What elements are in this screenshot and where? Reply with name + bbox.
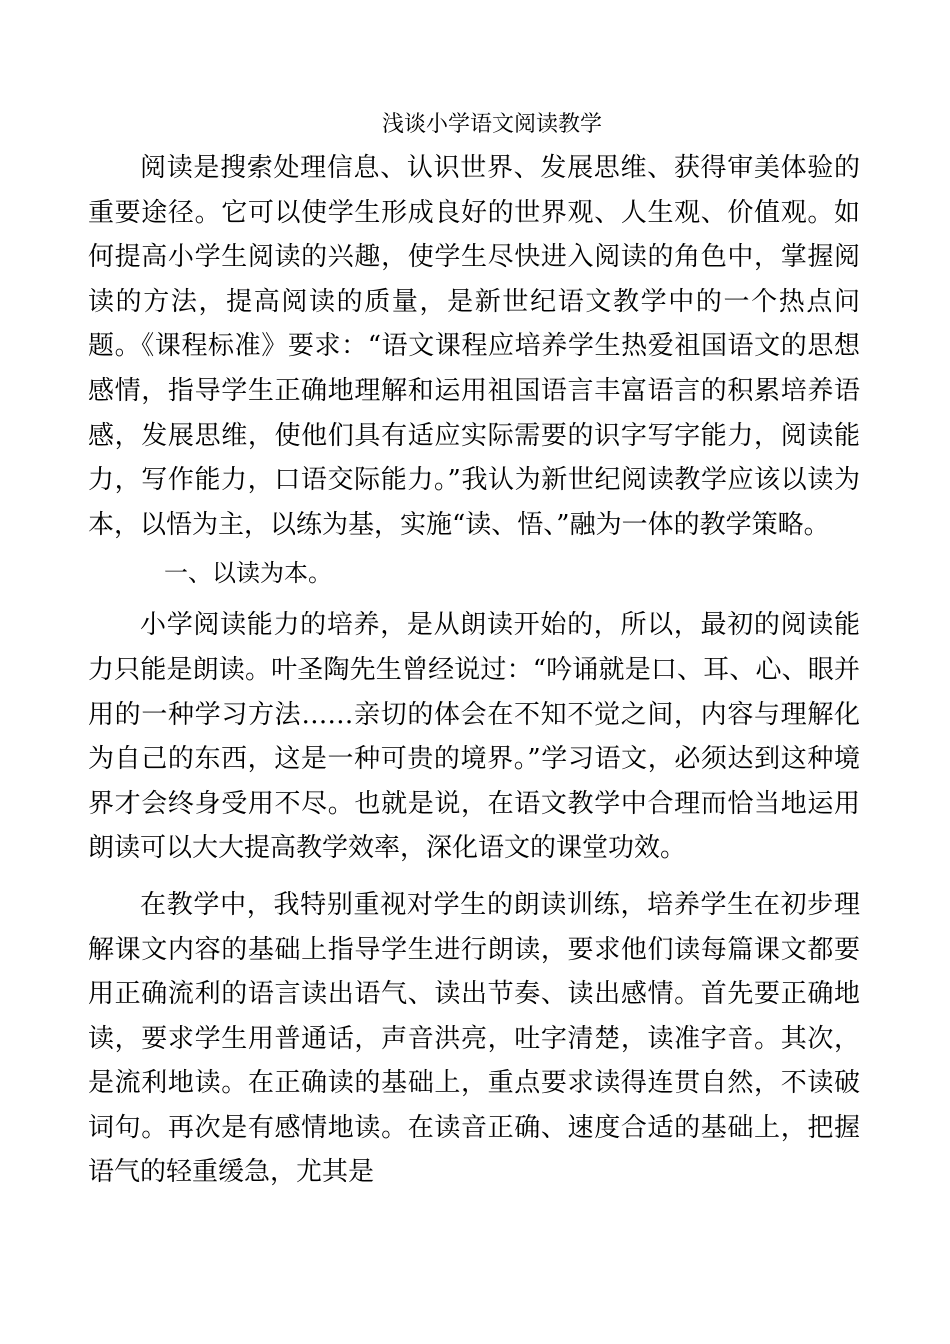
paragraph-reading-training: 在教学中，我特别重视对学生的朗读训练，培养学生在初步理解课文内容的基础上指导学生进行朗读，要求他们读每篇课文都要用正确流利的语言读出语气、读出节奏、读出感情。首先要正确地读，要求学生用普通话，声音洪亮，吐字清楚，读准字音。其次，是流利地读。在正确读的基础上，重点要求读得连贯自然，不读破词句。再次是有感情地读。在读音正确、速度合适的基础上，把握语气的轻重缓急，尤其是 (88, 889, 860, 1188)
document-title: 浅谈小学语文阅读教学 (381, 112, 602, 137)
paragraph-intro: 阅读是搜索处理信息、认识世界、发展思维、获得审美体验的重要途径。它可以使学生形成良好的世界观、人生观、价值观。如何提高小学生阅读的兴趣，使学生尽快进入阅读的角色中，掌握阅读的方法，提高阅读的质量，是新世纪语文教学中的一个热点问题。《课程标准》要求：“语文课程应培养学生热爱祖国语文的思想感情，指导学生正确地理解和运用祖国语言丰富语言的积累培养语感，发展思维，使他们具有适应实际需要的识字写字能力，阅读能力，写作能力，口语交际能力。”我认为新世纪阅读教学应该以读为本，以悟为主，以练为基，实施“读、悟、”融为一体的教学策略。 (88, 153, 860, 540)
section-heading-1: 一、以读为本。 (164, 559, 332, 588)
paragraph-reading-ability: 小学阅读能力的培养，是从朗读开始的，所以，最初的阅读能力只能是朗读。叶圣陶先生曾经说过：“吟诵就是口、耳、心、眼并用的一种学习方法……亲切的体会在不知不觉之间，内容与理解化为自己的东西，这是一种可贵的境界。”学习语文，必须达到这种境界才会终身受用不尽。也就是说，在语文教学中合理而恰当地运用朗读可以大大提高教学效率，深化语文的课堂功效。 (88, 610, 860, 864)
document-page (88, 108, 860, 1195)
